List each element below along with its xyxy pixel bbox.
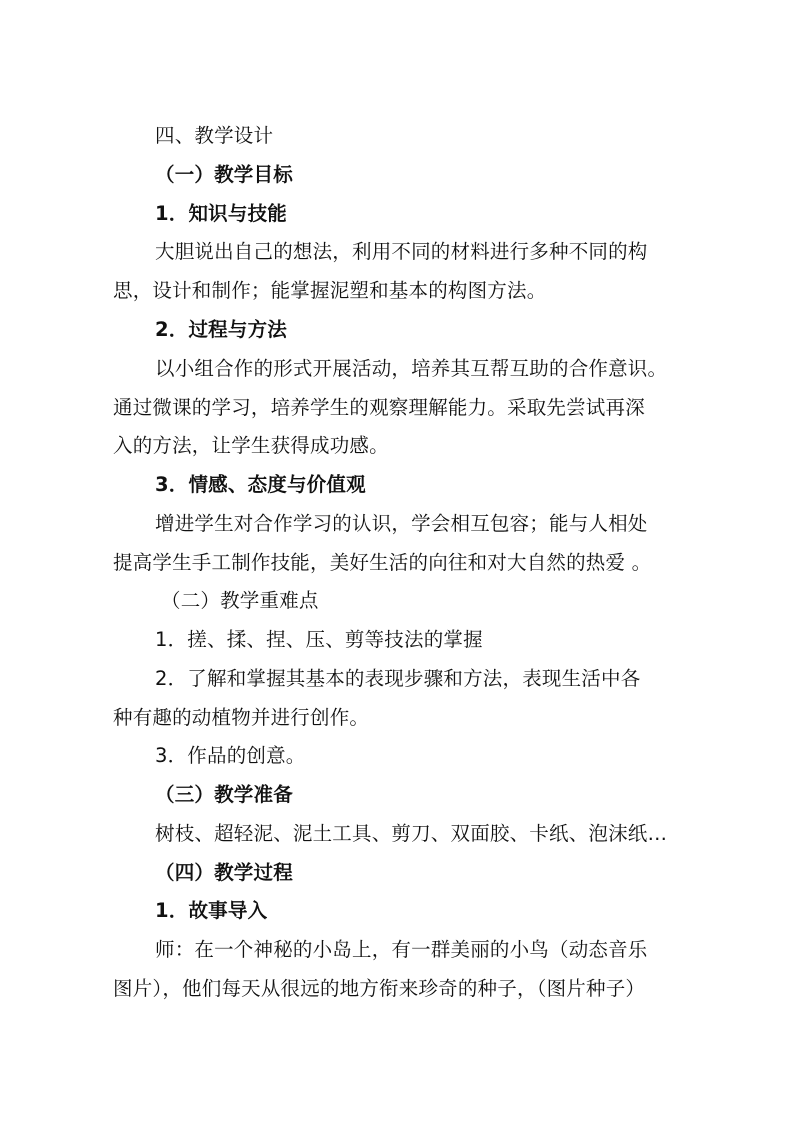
paragraph-line: 通过微课的学习，培养学生的观察理解能力。采取先尝试再深 (113, 396, 645, 419)
paragraph-line: 师：在一个神秘的小岛上，有一群美丽的小鸟（动态音乐 (155, 938, 648, 961)
subheading-teaching-goals: （一）教学目标 (155, 163, 293, 186)
subheading-key-difficulties: （二）教学重难点 (161, 589, 319, 612)
paragraph-line: 增进学生对合作学习的认识，学会相互包容；能与人相处 (155, 512, 648, 535)
list-item: 1．搓、揉、捏、压、剪等技法的掌握 (155, 628, 483, 651)
subheading-teaching-process: （四）教学过程 (155, 861, 293, 884)
section-heading-teaching-design: 四、教学设计 (155, 124, 274, 147)
list-item: 3．作品的创意。 (155, 744, 306, 767)
item-heading-emotion-values: 3．情感、态度与价值观 (155, 473, 366, 496)
paragraph-line: 以小组合作的形式开展活动，培养其互帮互助的合作意识。 (155, 357, 668, 380)
paragraph-line: 提高学生手工制作技能，美好生活的向往和对大自然的热爱 。 (113, 551, 652, 574)
item-heading-knowledge-skills: 1．知识与技能 (155, 202, 287, 225)
paragraph-line: 大胆说出自己的想法，利用不同的材料进行多种不同的构 (155, 240, 648, 263)
subheading-teaching-preparation: （三）教学准备 (155, 783, 293, 806)
item-heading-story-intro: 1．故事导入 (155, 899, 268, 922)
paragraph-line: 种有趣的动植物并进行创作。 (113, 706, 370, 729)
paragraph-line: 入的方法，让学生获得成功感。 (113, 434, 389, 457)
list-item: 2．了解和掌握其基本的表现步骤和方法，表现生活中各 (155, 667, 641, 690)
paragraph-line: 图片），他们每天从很远的地方衔来珍奇的种子，（图片种子） (113, 977, 646, 1000)
paragraph-line: 思，设计和制作；能掌握泥塑和基本的构图方法。 (113, 279, 547, 302)
item-heading-process-method: 2．过程与方法 (155, 318, 287, 341)
paragraph-line: 树枝、超轻泥、泥土工具、剪刀、双面胶、卡纸、泡沫纸… (155, 822, 668, 845)
